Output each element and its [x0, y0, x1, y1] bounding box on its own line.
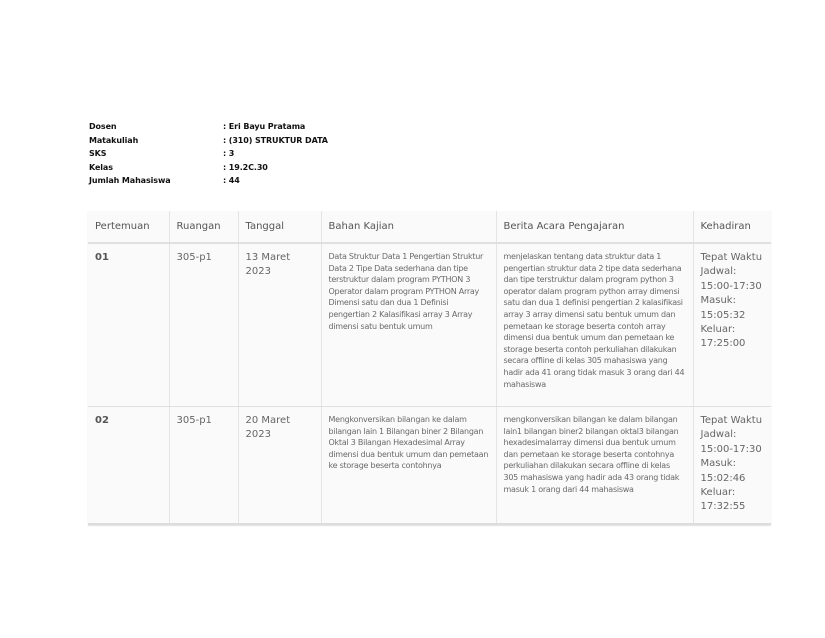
cell-pertemuan: 01 — [88, 243, 169, 407]
kehadiran-status: Tepat Waktu — [700, 415, 763, 426]
course-info — [89, 120, 328, 188]
info-row-kelas — [89, 161, 328, 175]
kehadiran-keluar-label: Keluar: — [700, 487, 736, 499]
cell-berita-acara: mengkonversikan bilangan ke dalam bilangan lain1 bilangan biner2 bilangan oktal3 bilangan hexadesimalarray dimensi dua bentuk umum dan pemetaan ke storage beserta contohnya perkuliahan dilakukan secara offline di kelas 305 mahasiswa yang hadir ada 43 orang tidak masuk 1 orang dari 44 mahasiswa — [496, 407, 693, 525]
info-value: : 3 — [223, 149, 235, 158]
table-row — [88, 243, 771, 407]
header-berita-acara: Berita Acara Pengajaran — [496, 211, 693, 243]
info-value: : Eri Bayu Pratama — [223, 122, 306, 131]
cell-pertemuan: 02 — [88, 407, 169, 525]
cell-berita-acara: menjelaskan tentang data struktur data 1 pengertian struktur data 2 tipe data sederhana dan tipe terstruktur dalam program python 3 operator dalam program python array dimensi satu dan dua 1 definisi pengertian 2 kalasifikasi array 3 array dimensi satu bentuk umum dan pemetaan ke storage beserta contoh array dimensi dua bentuk umum dan pemetaan ke storage beserta contoh perkuliahan dilakukan secara offline di kelas 305 mahasiswa yang hadir ada 41 orang tidak masuk 3 orang dari 44 mahasiswa — [496, 243, 693, 407]
header-bahan-kajian: Bahan Kajian — [321, 211, 496, 243]
kehadiran-masuk-value: 15:05:32 — [700, 309, 746, 321]
cell-bahan-kajian: Mengkonversikan bilangan ke dalam bilangan lain 1 Bilangan biner 2 Bilangan Oktal 3 Bilangan Hexadesimal Array dimensi dua bentuk umum dan pemetaan ke storage beserta contohnya — [321, 407, 496, 525]
cell-ruangan: 305-p1 — [169, 407, 238, 525]
kehadiran-jadwal-label: Jadwal: — [700, 429, 737, 441]
header-pertemuan: Pertemuan — [88, 211, 169, 243]
info-row-sks — [89, 147, 328, 161]
kehadiran-masuk-label: Masuk: — [700, 295, 736, 307]
info-label: Dosen — [89, 122, 117, 131]
header-kehadiran: Kehadiran — [693, 211, 771, 243]
kehadiran-masuk-value: 15:02:46 — [700, 472, 746, 484]
cell-kehadiran — [693, 243, 771, 407]
cell-tanggal: 20 Maret 2023 — [238, 407, 321, 525]
attendance-table-wrapper — [88, 211, 771, 525]
table-row — [88, 407, 771, 525]
cell-kehadiran — [693, 407, 771, 525]
kehadiran-masuk-label: Masuk: — [700, 458, 736, 470]
cell-tanggal: 13 Maret 2023 — [238, 243, 321, 407]
cell-bahan-kajian: Data Struktur Data 1 Pengertian Struktur Data 2 Tipe Data sederhana dan tipe terstruktur dalam program PYTHON 3 Operator dalam program PYTHON Array Dimensi satu dan dua 1 Definisi pengertian 2 Kalasifikasi array 3 Array dimensi satu bentuk umum — [321, 243, 496, 407]
kehadiran-keluar-label: Keluar: — [700, 324, 736, 336]
header-ruangan: Ruangan — [169, 211, 238, 243]
kehadiran-jadwal-value: 15:00-17:30 — [700, 443, 762, 455]
info-row-dosen — [89, 120, 328, 134]
info-value: : 44 — [223, 176, 240, 185]
info-label: Kelas — [89, 162, 113, 172]
cell-ruangan: 305-p1 — [169, 243, 238, 407]
kehadiran-keluar-value: 17:32:55 — [700, 501, 746, 513]
kehadiran-status: Tepat Waktu — [700, 252, 763, 263]
kehadiran-jadwal-value: 15:00-17:30 — [700, 280, 762, 292]
info-value: : (310) STRUKTUR DATA — [223, 135, 328, 145]
kehadiran-keluar-value: 17:25:00 — [700, 338, 746, 350]
kehadiran-jadwal-label: Jadwal: — [700, 266, 737, 278]
header-tanggal: Tanggal — [238, 211, 321, 243]
table-header-row — [88, 211, 771, 243]
info-label: Matakuliah — [89, 135, 139, 145]
info-value: : 19.2C.30 — [223, 162, 268, 172]
info-row-matakuliah — [89, 134, 328, 148]
info-row-jumlah-mahasiswa — [89, 174, 328, 188]
attendance-table — [88, 211, 771, 525]
info-label: SKS — [89, 149, 107, 158]
info-label: Jumlah Mahasiswa — [89, 176, 171, 185]
